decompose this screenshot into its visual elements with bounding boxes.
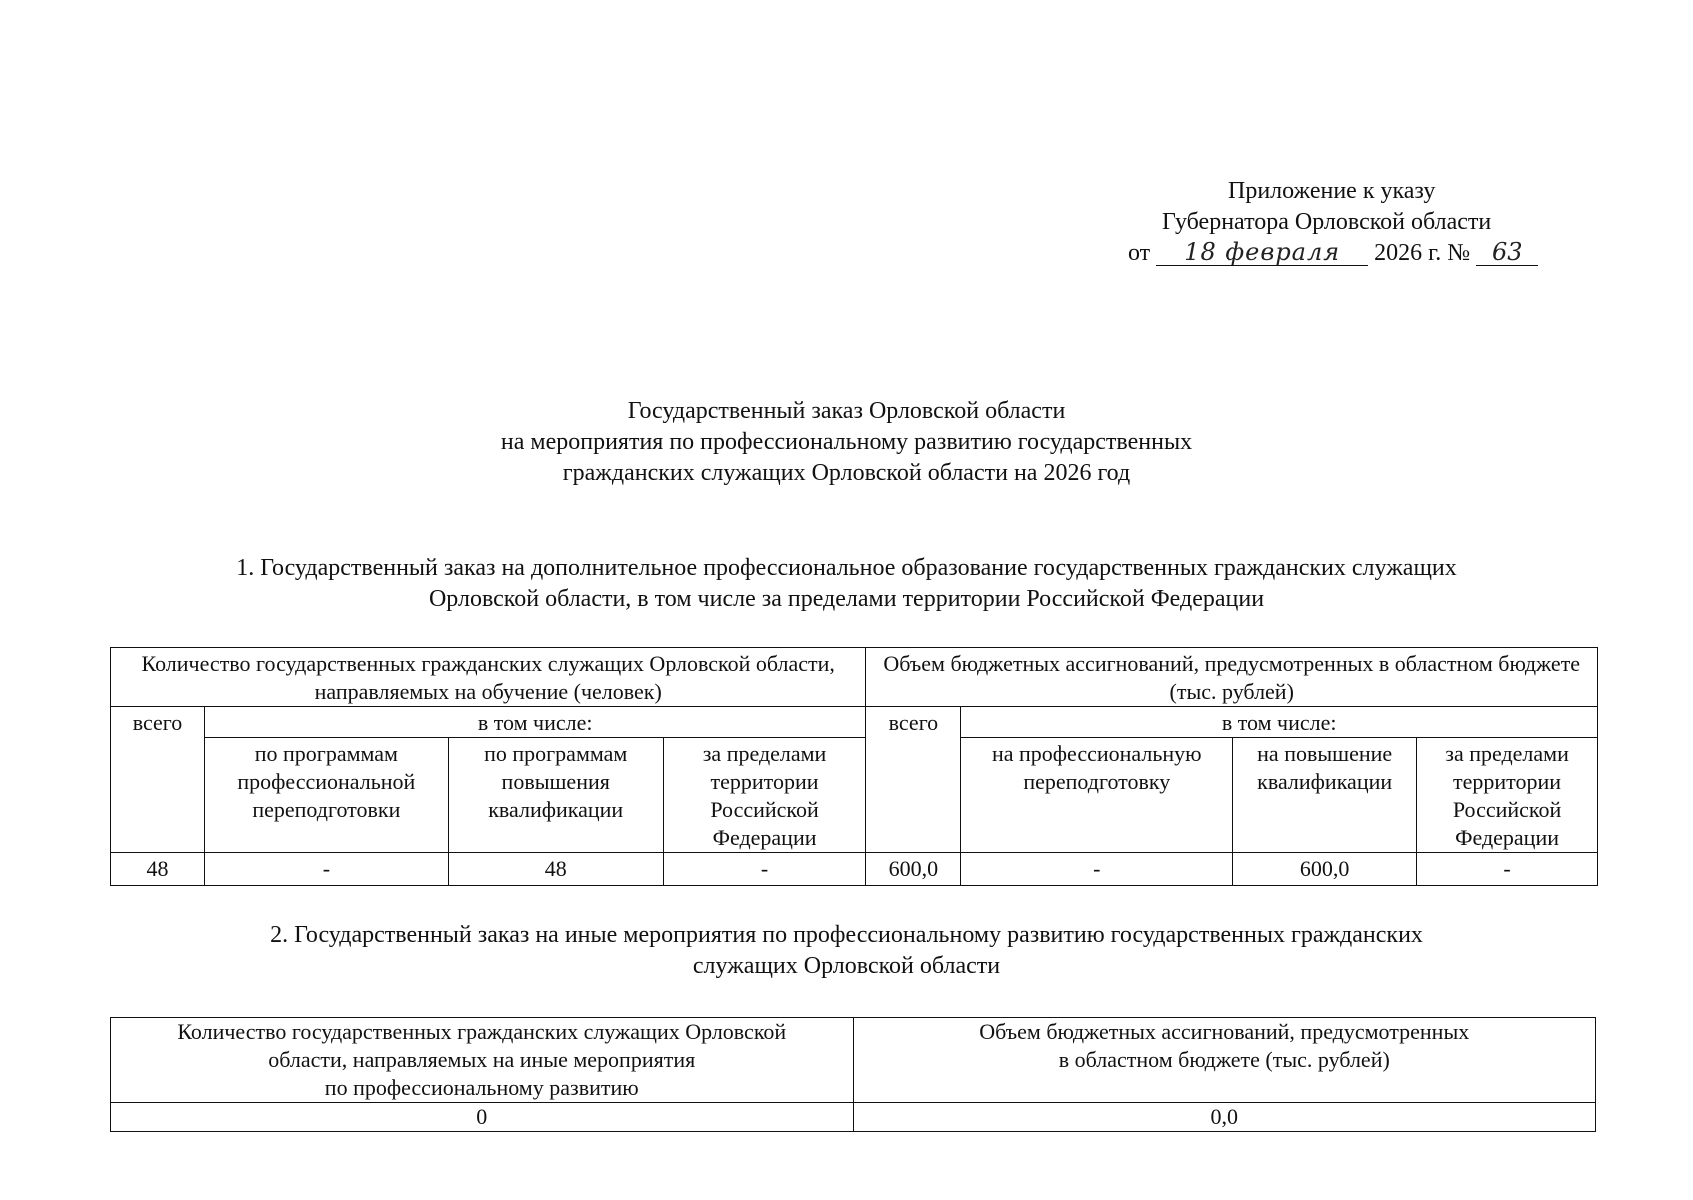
cell-count-abroad: -	[663, 853, 866, 886]
cell-count-qualification: 48	[448, 853, 663, 886]
cell-budget-qualification: 600,0	[1233, 853, 1417, 886]
header-budget-line2: в областном бюджете (тыс. рублей)	[1058, 1047, 1390, 1072]
header-budget-total: всего	[866, 707, 961, 853]
header-count-line2: области, направляемых на иные мероприятия	[268, 1047, 696, 1072]
section1-table	[110, 647, 1598, 886]
title-line2: на мероприятия по профессиональному развитию государственных	[500, 429, 1193, 455]
section1-title-line2: Орловской области, в том числе за пределами территории Российской Федерации	[428, 586, 1265, 612]
header-count-line3: по профессиональному развитию	[324, 1075, 639, 1100]
document-title	[0, 396, 1693, 489]
header-count	[111, 1018, 854, 1103]
table-row	[111, 853, 1598, 886]
header-budget	[853, 1018, 1596, 1103]
header-budget-line1: Объем бюджетных ассигнований, предусмотренных	[979, 1019, 1470, 1044]
table-row	[111, 1103, 1596, 1132]
title-line3: гражданских служащих Орловской области на 2026 год	[562, 460, 1131, 486]
cell-budget-retraining: -	[961, 853, 1233, 886]
year-number-label: 2026 г. №	[1374, 240, 1471, 266]
cell-count-total: 48	[111, 853, 205, 886]
section1-title-line1: 1. Государственный заказ на дополнительное профессиональное образование государственных гражданских служащих	[236, 555, 1457, 581]
header-budget-group: Объем бюджетных ассигнований, предусмотренных в областном бюджете (тыс. рублей)	[866, 648, 1598, 707]
header-budget-retraining: на профессиональную переподготовку	[961, 738, 1233, 853]
header-count-total: всего	[111, 707, 205, 853]
appendix-line1: Приложение к указу	[1228, 178, 1436, 204]
cell-count-retraining: -	[204, 853, 448, 886]
handwritten-date: 18 февраля	[1156, 239, 1368, 266]
header-count-including: в том числе:	[204, 707, 866, 738]
appendix-date-line	[1128, 238, 1538, 269]
cell-count: 0	[111, 1103, 854, 1132]
title-line1: Государственный заказ Орловской области	[627, 398, 1066, 424]
section2-table	[110, 1017, 1596, 1132]
appendix-line2: Губернатора Орловской области	[1162, 209, 1492, 235]
header-budget-abroad: за пределами территории Российской Федерации	[1417, 738, 1598, 853]
header-count-qualification: по программам повышения квалификации	[448, 738, 663, 853]
header-budget-including: в том числе:	[961, 707, 1598, 738]
cell-budget-abroad: -	[1417, 853, 1598, 886]
section2-title	[0, 920, 1693, 982]
from-label: от	[1128, 240, 1151, 266]
header-budget-qualification: на повышение квалификации	[1233, 738, 1417, 853]
cell-budget: 0,0	[853, 1103, 1596, 1132]
cell-budget-total: 600,0	[866, 853, 961, 886]
header-count-retraining: по программам профессиональной переподготовки	[204, 738, 448, 853]
header-count-group: Количество государственных гражданских служащих Орловской области, направляемых на обучение (человек)	[111, 648, 866, 707]
section2-title-line2: служащих Орловской области	[692, 953, 1001, 979]
header-count-abroad: за пределами территории Российской Федерации	[663, 738, 866, 853]
handwritten-number: 63	[1476, 239, 1538, 266]
section2-title-line1: 2. Государственный заказ на иные мероприятия по профессиональному развитию государственных гражданских	[270, 922, 1423, 948]
section1-title	[0, 553, 1693, 615]
header-count-line1: Количество государственных гражданских служащих Орловской	[177, 1019, 787, 1044]
